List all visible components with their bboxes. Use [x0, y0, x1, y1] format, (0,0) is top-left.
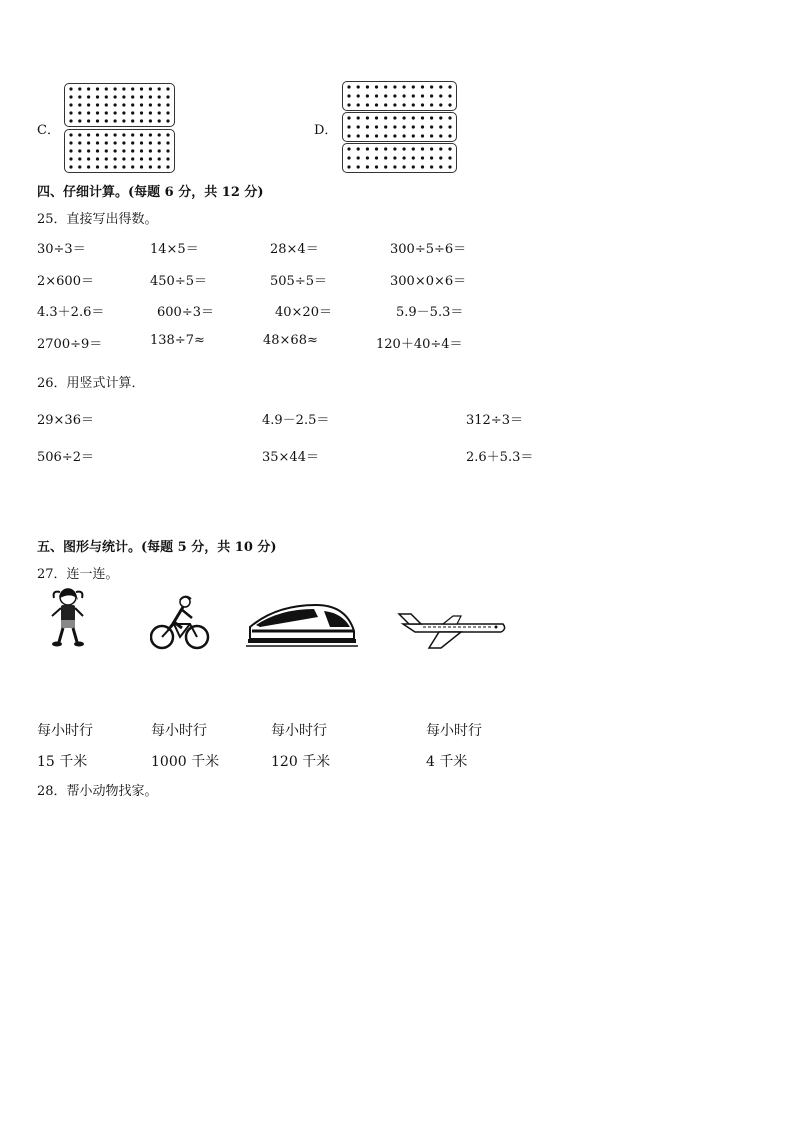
airplane-picture[interactable]	[395, 610, 507, 650]
dot	[114, 165, 117, 168]
dot	[384, 85, 387, 88]
dot	[69, 111, 72, 114]
dot	[131, 165, 134, 168]
speed-label: 每小时行	[271, 723, 327, 739]
dot-grid-c-2	[64, 129, 175, 173]
dot	[375, 165, 378, 168]
dot	[78, 157, 81, 160]
q25-item[interactable]: 5.9－5.3＝	[396, 305, 464, 320]
q25-item[interactable]: 30÷3＝	[37, 242, 86, 257]
speed-label: 每小时行	[426, 723, 482, 739]
dot	[122, 111, 125, 114]
dot	[122, 87, 125, 90]
dot	[421, 103, 424, 106]
dot	[384, 116, 387, 119]
q25-item[interactable]: 138÷7≈	[150, 333, 205, 348]
q25-item[interactable]: 4.3＋2.6＝	[37, 305, 105, 320]
dot	[448, 103, 451, 106]
dot	[430, 103, 433, 106]
dot	[96, 165, 99, 168]
dot	[122, 165, 125, 168]
dot	[78, 133, 81, 136]
dot	[87, 111, 90, 114]
q26-item[interactable]: 312÷3＝	[466, 413, 523, 428]
dot	[114, 157, 117, 160]
dot	[375, 125, 378, 128]
dot	[403, 85, 406, 88]
dot	[448, 94, 451, 97]
dot	[375, 134, 378, 137]
dot	[69, 119, 72, 122]
dot	[140, 95, 143, 98]
dot	[366, 165, 369, 168]
dot	[439, 94, 442, 97]
option-c-dot-grids[interactable]	[64, 83, 176, 175]
dot	[403, 125, 406, 128]
dot	[393, 116, 396, 119]
dot	[357, 147, 360, 150]
dot	[166, 157, 169, 160]
dot	[78, 87, 81, 90]
dot	[430, 134, 433, 137]
dot	[166, 165, 169, 168]
dot	[439, 156, 442, 159]
dot	[105, 141, 108, 144]
option-d-dot-grids[interactable]	[342, 81, 460, 176]
dot	[448, 116, 451, 119]
dot	[122, 119, 125, 122]
dot	[430, 94, 433, 97]
dot	[96, 87, 99, 90]
dot	[158, 133, 161, 136]
dot	[140, 119, 143, 122]
dot	[122, 141, 125, 144]
dot	[69, 133, 72, 136]
dot	[403, 147, 406, 150]
dot	[105, 119, 108, 122]
dot	[384, 165, 387, 168]
dot	[131, 103, 134, 106]
dot	[366, 125, 369, 128]
dot-grid-d-1	[342, 81, 457, 111]
dot	[96, 111, 99, 114]
q25-item[interactable]: 48×68≈	[263, 333, 318, 348]
dot	[393, 103, 396, 106]
dot	[140, 87, 143, 90]
dot	[393, 85, 396, 88]
dot	[366, 147, 369, 150]
dot	[375, 147, 378, 150]
speed-label: 每小时行	[151, 723, 207, 739]
section-5-heading: 五、图形与统计。(每题 5 分，共 10 分)	[37, 540, 277, 555]
dot	[166, 119, 169, 122]
dot	[357, 85, 360, 88]
dot	[439, 134, 442, 137]
dot	[366, 103, 369, 106]
dot	[122, 103, 125, 106]
dot	[430, 116, 433, 119]
q26-item[interactable]: 29×36＝	[37, 413, 94, 428]
dot	[131, 157, 134, 160]
speed-value[interactable]: 1000 千米	[151, 754, 220, 770]
cyclist-picture[interactable]	[150, 594, 210, 650]
dot	[384, 147, 387, 150]
option-d-label: D．	[314, 123, 338, 138]
dot	[131, 119, 134, 122]
speed-value[interactable]: 15 千米	[37, 754, 88, 770]
dot	[131, 87, 134, 90]
dot	[430, 85, 433, 88]
dot	[87, 165, 90, 168]
dot	[439, 147, 442, 150]
dot	[412, 116, 415, 119]
dot	[87, 157, 90, 160]
dot	[412, 85, 415, 88]
dot	[375, 116, 378, 119]
dot	[96, 103, 99, 106]
dot	[96, 119, 99, 122]
q25-item[interactable]: 505÷5＝	[270, 274, 327, 289]
dot	[87, 95, 90, 98]
dot	[439, 103, 442, 106]
dot	[158, 111, 161, 114]
dot	[105, 165, 108, 168]
dot	[122, 149, 125, 152]
speed-value[interactable]: 120 千米	[271, 754, 331, 770]
dot	[166, 149, 169, 152]
dot	[105, 149, 108, 152]
dot	[439, 116, 442, 119]
dot	[403, 116, 406, 119]
dot	[114, 149, 117, 152]
dot	[393, 94, 396, 97]
dot	[166, 87, 169, 90]
dot-pattern	[343, 144, 456, 172]
dot	[149, 95, 152, 98]
walking-child-picture[interactable]	[48, 586, 88, 648]
dot	[347, 147, 350, 150]
dot	[158, 119, 161, 122]
dot	[412, 94, 415, 97]
dot	[421, 134, 424, 137]
dot	[105, 95, 108, 98]
dot	[412, 156, 415, 159]
q26-item[interactable]: 2.6＋5.3＝	[466, 450, 534, 465]
dot	[131, 149, 134, 152]
dot	[105, 133, 108, 136]
section-4-heading: 四、仔细计算。(每题 6 分，共 12 分)	[37, 185, 264, 200]
q25-item[interactable]: 450÷5＝	[150, 274, 207, 289]
dot	[448, 147, 451, 150]
dot	[158, 141, 161, 144]
dot	[69, 141, 72, 144]
dot	[131, 133, 134, 136]
dot	[149, 87, 152, 90]
dot	[384, 134, 387, 137]
dot	[375, 156, 378, 159]
dot	[357, 156, 360, 159]
q25-item[interactable]: 600÷3＝	[157, 305, 214, 320]
dot	[158, 103, 161, 106]
dot	[403, 156, 406, 159]
dot	[122, 157, 125, 160]
dot	[140, 111, 143, 114]
dot-pattern	[65, 84, 174, 126]
dot	[430, 125, 433, 128]
dot	[421, 125, 424, 128]
dot	[430, 156, 433, 159]
dot-grid-d-3	[342, 143, 457, 173]
dot	[357, 116, 360, 119]
dot	[347, 94, 350, 97]
dot	[421, 147, 424, 150]
dot	[384, 103, 387, 106]
dot	[412, 125, 415, 128]
q25-title: 25．直接写出得数。	[37, 212, 158, 227]
dot	[131, 111, 134, 114]
dot	[166, 133, 169, 136]
dot	[105, 111, 108, 114]
dot	[78, 141, 81, 144]
dot	[149, 165, 152, 168]
dot	[357, 134, 360, 137]
dot	[87, 133, 90, 136]
dot	[357, 165, 360, 168]
dot	[439, 85, 442, 88]
dot	[140, 133, 143, 136]
dot	[393, 156, 396, 159]
dot	[375, 103, 378, 106]
dot	[149, 103, 152, 106]
dot	[149, 149, 152, 152]
dot	[439, 125, 442, 128]
dot	[114, 141, 117, 144]
dot	[114, 111, 117, 114]
dot	[78, 165, 81, 168]
dot	[69, 103, 72, 106]
dot	[393, 147, 396, 150]
dot	[366, 156, 369, 159]
dot	[149, 133, 152, 136]
q28-title: 28．帮小动物找家。	[37, 784, 158, 799]
dot	[448, 156, 451, 159]
dot	[87, 141, 90, 144]
dot	[149, 141, 152, 144]
dot	[149, 157, 152, 160]
dot	[96, 141, 99, 144]
dot	[384, 156, 387, 159]
dot	[421, 94, 424, 97]
dot	[166, 103, 169, 106]
dot	[158, 87, 161, 90]
dot	[78, 119, 81, 122]
dot	[114, 95, 117, 98]
dot	[393, 165, 396, 168]
dot	[366, 94, 369, 97]
dot	[357, 125, 360, 128]
speed-label: 每小时行	[37, 723, 93, 739]
q25-item[interactable]: 2700÷9＝	[37, 337, 103, 352]
q25-item[interactable]: 2×600＝	[37, 274, 94, 289]
q25-item[interactable]: 300÷5÷6＝	[390, 242, 467, 257]
q27-title: 27．连一连。	[37, 567, 119, 582]
dot	[158, 157, 161, 160]
dot	[149, 111, 152, 114]
dot	[347, 116, 350, 119]
dot	[69, 149, 72, 152]
dot-pattern	[343, 82, 456, 110]
dot	[430, 147, 433, 150]
dot	[448, 125, 451, 128]
dot	[158, 95, 161, 98]
dot	[149, 119, 152, 122]
dot	[78, 149, 81, 152]
dot	[393, 125, 396, 128]
bullet-train-picture[interactable]	[246, 601, 358, 649]
dot	[87, 87, 90, 90]
q25-item[interactable]: 14×5＝	[150, 242, 199, 257]
q25-item[interactable]: 300×0×6＝	[390, 274, 467, 289]
q26-item[interactable]: 35×44＝	[262, 450, 319, 465]
dot-grid-d-2	[342, 112, 457, 142]
dot	[412, 147, 415, 150]
dot	[122, 95, 125, 98]
dot	[421, 165, 424, 168]
dot	[114, 119, 117, 122]
q25-item[interactable]: 120＋40÷4＝	[376, 337, 463, 352]
dot	[412, 165, 415, 168]
dot	[366, 116, 369, 119]
dot	[384, 94, 387, 97]
dot	[347, 165, 350, 168]
dot	[69, 95, 72, 98]
dot	[393, 134, 396, 137]
dot	[140, 165, 143, 168]
dot	[403, 103, 406, 106]
dot	[366, 85, 369, 88]
dot	[87, 103, 90, 106]
dot	[412, 103, 415, 106]
dot	[78, 103, 81, 106]
speed-value[interactable]: 4 千米	[426, 754, 468, 770]
dot	[347, 103, 350, 106]
dot	[403, 134, 406, 137]
dot	[78, 111, 81, 114]
dot	[96, 149, 99, 152]
dot	[412, 134, 415, 137]
dot	[448, 134, 451, 137]
dot	[78, 95, 81, 98]
dot-grid-c-1	[64, 83, 175, 127]
dot	[122, 133, 125, 136]
dot	[357, 94, 360, 97]
q25-item[interactable]: 40×20＝	[275, 305, 332, 320]
dot	[140, 157, 143, 160]
dot	[166, 141, 169, 144]
dot	[158, 165, 161, 168]
dot	[96, 133, 99, 136]
dot	[403, 165, 406, 168]
dot	[69, 157, 72, 160]
dot	[166, 95, 169, 98]
dot	[375, 94, 378, 97]
dot	[96, 157, 99, 160]
dot	[96, 95, 99, 98]
dot	[421, 116, 424, 119]
dot	[87, 119, 90, 122]
q25-item[interactable]: 28×4＝	[270, 242, 319, 257]
dot	[105, 87, 108, 90]
dot	[114, 87, 117, 90]
dot	[347, 125, 350, 128]
dot	[140, 141, 143, 144]
dot	[105, 103, 108, 106]
dot	[403, 94, 406, 97]
dot	[87, 149, 90, 152]
dot	[430, 165, 433, 168]
dot	[347, 134, 350, 137]
dot	[69, 165, 72, 168]
dot	[384, 125, 387, 128]
dot	[375, 85, 378, 88]
dot	[357, 103, 360, 106]
dot	[448, 85, 451, 88]
dot	[347, 85, 350, 88]
dot	[140, 149, 143, 152]
dot	[158, 149, 161, 152]
dot	[131, 141, 134, 144]
dot	[105, 157, 108, 160]
dot	[166, 111, 169, 114]
dot	[69, 87, 72, 90]
dot	[421, 156, 424, 159]
dot	[347, 156, 350, 159]
dot	[421, 85, 424, 88]
dot	[114, 103, 117, 106]
q26-item[interactable]: 506÷2＝	[37, 450, 94, 465]
dot	[131, 95, 134, 98]
option-c-label: C．	[37, 123, 60, 138]
dot	[366, 134, 369, 137]
q26-item[interactable]: 4.9－2.5＝	[262, 413, 330, 428]
q26-title: 26．用竖式计算．	[37, 376, 145, 391]
dot	[114, 133, 117, 136]
dot	[448, 165, 451, 168]
dot-pattern	[343, 113, 456, 141]
dot-pattern	[65, 130, 174, 172]
dot	[140, 103, 143, 106]
dot	[439, 165, 442, 168]
